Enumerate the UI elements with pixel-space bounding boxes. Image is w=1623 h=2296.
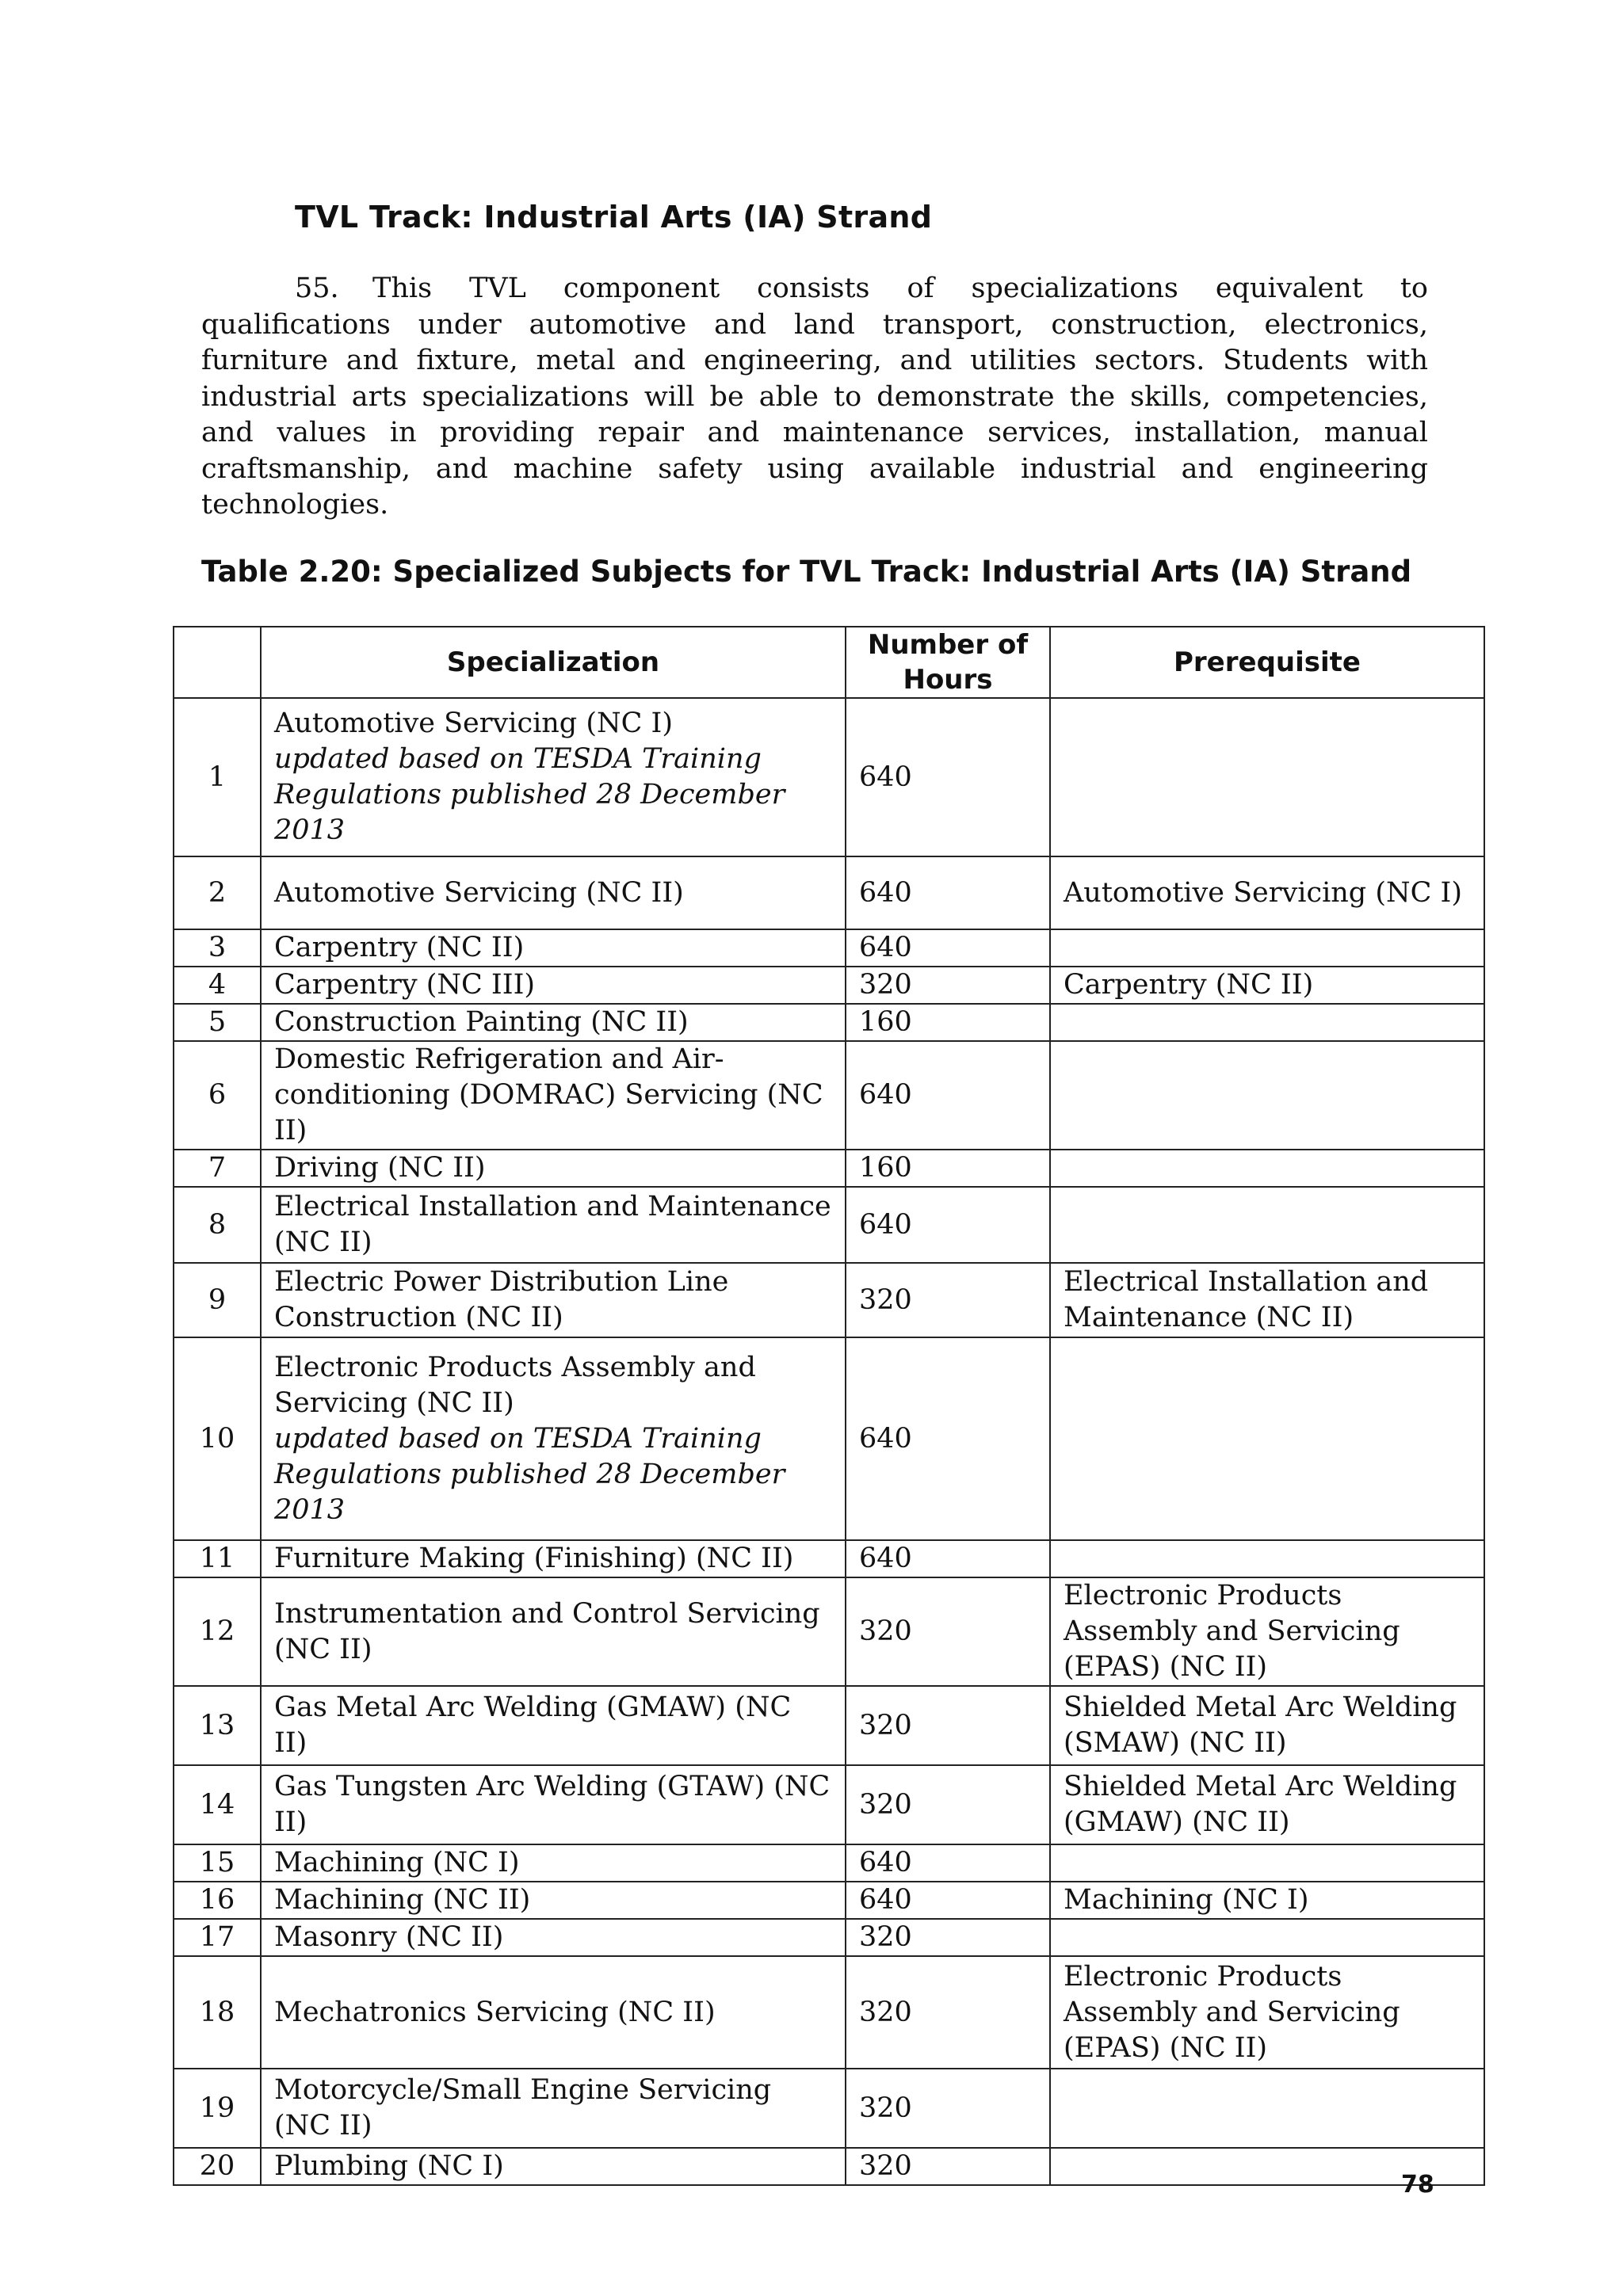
row-number: 12 <box>174 1577 261 1686</box>
specialization-name: Motorcycle/Small Engine Servicing (NC II) <box>274 2074 772 2142</box>
hours-cell: 640 <box>846 856 1050 929</box>
row-number: 1 <box>174 698 261 856</box>
hours-cell: 320 <box>846 967 1050 1004</box>
prerequisite-cell <box>1050 1337 1484 1540</box>
prerequisite-cell <box>1050 929 1484 967</box>
specialization-cell <box>261 1041 846 1150</box>
hours-cell: 160 <box>846 1004 1050 1041</box>
specialization-cell <box>261 2069 846 2148</box>
table-row <box>174 929 1484 967</box>
row-number: 4 <box>174 967 261 1004</box>
prerequisite-cell <box>1050 1844 1484 1882</box>
table-row <box>174 1150 1484 1187</box>
row-number: 16 <box>174 1882 261 1919</box>
row-number: 5 <box>174 1004 261 1041</box>
table-row <box>174 698 1484 856</box>
specialization-cell <box>261 1187 846 1263</box>
row-number: 3 <box>174 929 261 967</box>
prerequisite-cell: Shielded Metal Arc Welding (SMAW) (NC II) <box>1050 1686 1484 1765</box>
specialization-name: Machining (NC II) <box>274 1884 531 1916</box>
hours-cell: 160 <box>846 1150 1050 1187</box>
table-header-row <box>174 627 1484 698</box>
table-row <box>174 1919 1484 1956</box>
specialization-name: Gas Tungsten Arc Welding (GTAW) (NC II) <box>274 1771 831 1838</box>
specialization-name: Electronic Products Assembly and Servicing (NC II) <box>274 1351 756 1419</box>
row-number: 19 <box>174 2069 261 2148</box>
specialization-cell <box>261 856 846 929</box>
prerequisite-cell: Machining (NC I) <box>1050 1882 1484 1919</box>
hours-cell: 320 <box>846 1263 1050 1337</box>
row-number: 14 <box>174 1765 261 1844</box>
hours-cell: 320 <box>846 1765 1050 1844</box>
prerequisite-cell <box>1050 1004 1484 1041</box>
body-paragraph <box>201 271 1428 524</box>
specialization-name: Machining (NC I) <box>274 1847 520 1878</box>
hours-cell: 640 <box>846 1540 1050 1577</box>
prerequisite-cell: Carpentry (NC II) <box>1050 967 1484 1004</box>
prerequisite-cell: Electronic Products Assembly and Servicing (EPAS) (NC II) <box>1050 1956 1484 2069</box>
specialization-cell <box>261 1765 846 1844</box>
row-number: 13 <box>174 1686 261 1765</box>
row-number: 17 <box>174 1919 261 1956</box>
specialization-name: Carpentry (NC III) <box>274 969 536 1001</box>
row-number: 7 <box>174 1150 261 1187</box>
specialization-name: Electric Power Distribution Line Construction (NC II) <box>274 1266 729 1333</box>
header-prerequisite: Prerequisite <box>1050 627 1484 698</box>
table-row <box>174 1004 1484 1041</box>
hours-cell: 320 <box>846 1919 1050 1956</box>
row-number: 10 <box>174 1337 261 1540</box>
prerequisite-cell <box>1050 1540 1484 1577</box>
prerequisite-cell: Automotive Servicing (NC I) <box>1050 856 1484 929</box>
prerequisite-cell <box>1050 1919 1484 1956</box>
table-row <box>174 1187 1484 1263</box>
specialization-cell <box>261 1844 846 1882</box>
hours-cell: 320 <box>846 1956 1050 2069</box>
specialization-cell <box>261 1686 846 1765</box>
prerequisite-cell <box>1050 2069 1484 2148</box>
prerequisite-cell: Electrical Installation and Maintenance (NC II) <box>1050 1263 1484 1337</box>
specialization-cell <box>261 929 846 967</box>
hours-cell: 640 <box>846 1041 1050 1150</box>
table-row <box>174 1765 1484 1844</box>
row-number: 9 <box>174 1263 261 1337</box>
table-row <box>174 1844 1484 1882</box>
row-number: 15 <box>174 1844 261 1882</box>
table-row <box>174 1956 1484 2069</box>
page-number: 78 <box>1401 2171 1434 2199</box>
hours-cell: 640 <box>846 1187 1050 1263</box>
table-row <box>174 1041 1484 1150</box>
specialization-name: Construction Painting (NC II) <box>274 1006 689 1038</box>
table-row <box>174 1337 1484 1540</box>
specialization-name: Carpentry (NC II) <box>274 932 525 963</box>
row-number: 6 <box>174 1041 261 1150</box>
row-number: 20 <box>174 2148 261 2185</box>
paragraph-text: This TVL component consists of specializations equivalent to qualifications under automotive and land transport, construction, electronics, furniture and fixture, metal and engineering, and utilities sectors. Students with industrial arts specializations will be able to demonstrate the skills, competencies, and values in providing repair and maintenance services, installation, manual craftsmanship, and machine safety using available industrial and engineering technologies. <box>201 273 1428 521</box>
table-row <box>174 2148 1484 2185</box>
hours-cell: 640 <box>846 1882 1050 1919</box>
hours-cell: 640 <box>846 929 1050 967</box>
table-row <box>174 2069 1484 2148</box>
row-number: 2 <box>174 856 261 929</box>
specialization-cell <box>261 1004 846 1041</box>
specialization-cell <box>261 2148 846 2185</box>
specialization-cell <box>261 1882 846 1919</box>
paragraph-number: 55. <box>295 273 339 304</box>
specialization-cell <box>261 1956 846 2069</box>
specialization-name: Electrical Installation and Maintenance (NC II) <box>274 1191 831 1258</box>
specialization-cell <box>261 1263 846 1337</box>
specialization-cell <box>261 1577 846 1686</box>
table-row <box>174 1540 1484 1577</box>
hours-cell: 320 <box>846 1577 1050 1686</box>
specialization-name: Domestic Refrigeration and Air-conditioning (DOMRAC) Servicing (NC II) <box>274 1043 823 1146</box>
specialization-note: updated based on TESDA Training Regulations published 28 December 2013 <box>274 743 785 846</box>
specialization-name: Mechatronics Servicing (NC II) <box>274 1996 716 2028</box>
prerequisite-cell <box>1050 1041 1484 1150</box>
table-row <box>174 1882 1484 1919</box>
hours-cell: 640 <box>846 1337 1050 1540</box>
row-number: 8 <box>174 1187 261 1263</box>
row-number: 11 <box>174 1540 261 1577</box>
table-row <box>174 967 1484 1004</box>
hours-cell: 640 <box>846 698 1050 856</box>
section-heading: TVL Track: Industrial Arts (IA) Strand <box>295 200 933 235</box>
specialization-name: Masonry (NC II) <box>274 1921 504 1953</box>
specialization-note: updated based on TESDA Training Regulations published 28 December 2013 <box>274 1422 785 1526</box>
prerequisite-cell <box>1050 1150 1484 1187</box>
row-number: 18 <box>174 1956 261 2069</box>
specialization-cell <box>261 1150 846 1187</box>
specialization-cell <box>261 1540 846 1577</box>
specialization-name: Driving (NC II) <box>274 1152 486 1184</box>
hours-cell: 320 <box>846 1686 1050 1765</box>
header-number <box>174 627 261 698</box>
prerequisite-cell <box>1050 698 1484 856</box>
table-row <box>174 1686 1484 1765</box>
table-row <box>174 1263 1484 1337</box>
specialization-cell <box>261 698 846 856</box>
table-body <box>174 698 1484 2185</box>
specialization-name: Gas Metal Arc Welding (GMAW) (NC II) <box>274 1691 792 1759</box>
hours-cell: 320 <box>846 2069 1050 2148</box>
header-specialization: Specialization <box>261 627 846 698</box>
hours-cell: 320 <box>846 2148 1050 2185</box>
prerequisite-cell <box>1050 1187 1484 1263</box>
table-row <box>174 856 1484 929</box>
header-hours: Number of Hours <box>846 627 1050 698</box>
specialization-cell <box>261 1337 846 1540</box>
specialization-name: Automotive Servicing (NC II) <box>274 876 684 909</box>
hours-cell: 640 <box>846 1844 1050 1882</box>
specialization-name: Automotive Servicing (NC I) <box>274 707 674 739</box>
prerequisite-cell: Shielded Metal Arc Welding (GMAW) (NC II) <box>1050 1765 1484 1844</box>
table-row <box>174 1577 1484 1686</box>
prerequisite-cell: Electronic Products Assembly and Servicing (EPAS) (NC II) <box>1050 1577 1484 1686</box>
specialization-name: Instrumentation and Control Servicing (NC II) <box>274 1597 820 1665</box>
specialization-name: Plumbing (NC I) <box>274 2150 504 2182</box>
specializations-table <box>173 626 1485 2186</box>
specialization-name: Furniture Making (Finishing) (NC II) <box>274 1543 794 1574</box>
specialization-cell <box>261 1919 846 1956</box>
specialization-cell <box>261 967 846 1004</box>
table-caption: Table 2.20: Specialized Subjects for TVL Track: Industrial Arts (IA) Strand <box>201 555 1412 589</box>
